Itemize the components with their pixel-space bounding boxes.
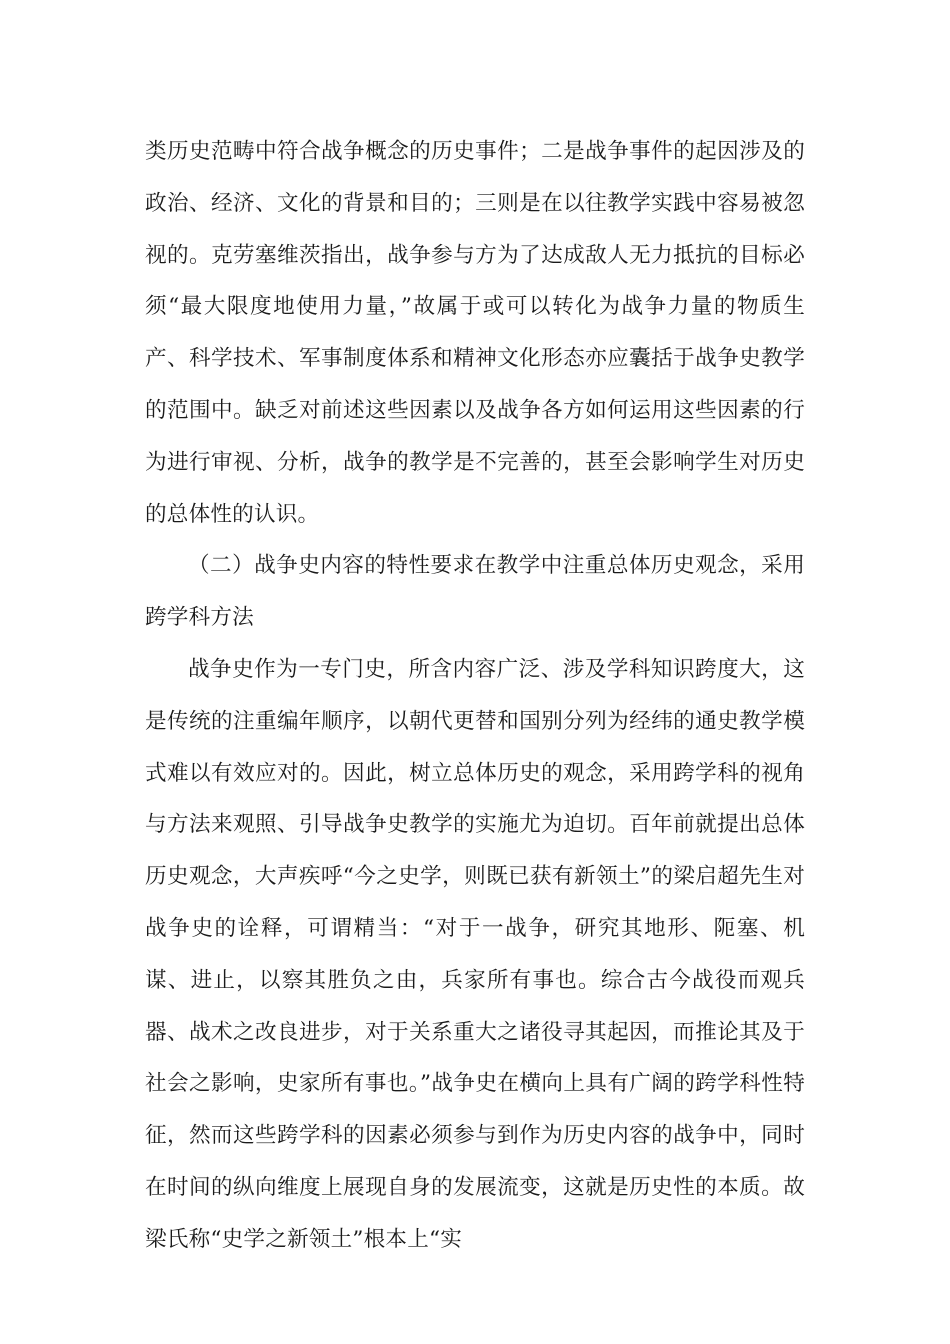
section-heading: （二）战争史内容的特性要求在教学中注重总体历史观念，采用跨学科方法 [145, 553, 805, 631]
body-paragraph-1: 类历史范畴中符合战争概念的历史事件；二是战争事件的起因涉及的政治、经济、文化的背景和目的；三则是在以往教学实践中容易被忽视的。克劳塞维茨指出，战争参与方为了达成敌人无力抵抗的目标必须“最大限度地使用力量，”故属于或可以转化为战争力量的物质生产、科学技术、军事制度体系和精神文化形态亦应囊括于战争史教学的范围中。缺乏对前述这些因素以及战争各方如何运用这些因素的行为进行审视、分析，战争的教学是不完善的，甚至会影响学生对历史的总体性的认识。 [145, 139, 805, 527]
document-page [145, 126, 805, 1266]
body-paragraph-2: 战争史作为一专门史，所含内容广泛、涉及学科知识跨度大，这是传统的注重编年顺序，以朝代更替和国别分列为经纬的通史教学模式难以有效应对的。因此，树立总体历史的观念，采用跨学科的视角与方法来观照、引导战争史教学的实施尤为迫切。百年前就提出总体历史观念，大声疾呼“今之史学，则既已获有新领土”的梁启超先生对战争史的诠释，可谓精当：“对于一战争，研究其地形、阨塞、机谋、进止，以察其胜负之由，兵家所有事也。综合古今战役而观兵器、战术之改良进步，对于关系重大之诸役寻其起因，而推论其及于社会之影响，史家所有事也。”战争史在横向上具有广阔的跨学科性特征，然而这些跨学科的因素必须参与到作为历史内容的战争中，同时在时间的纵向维度上展现自身的发展流变，这就是历史性的本质。故梁氏称“史学之新领土”根本上“实 [145, 656, 805, 1252]
